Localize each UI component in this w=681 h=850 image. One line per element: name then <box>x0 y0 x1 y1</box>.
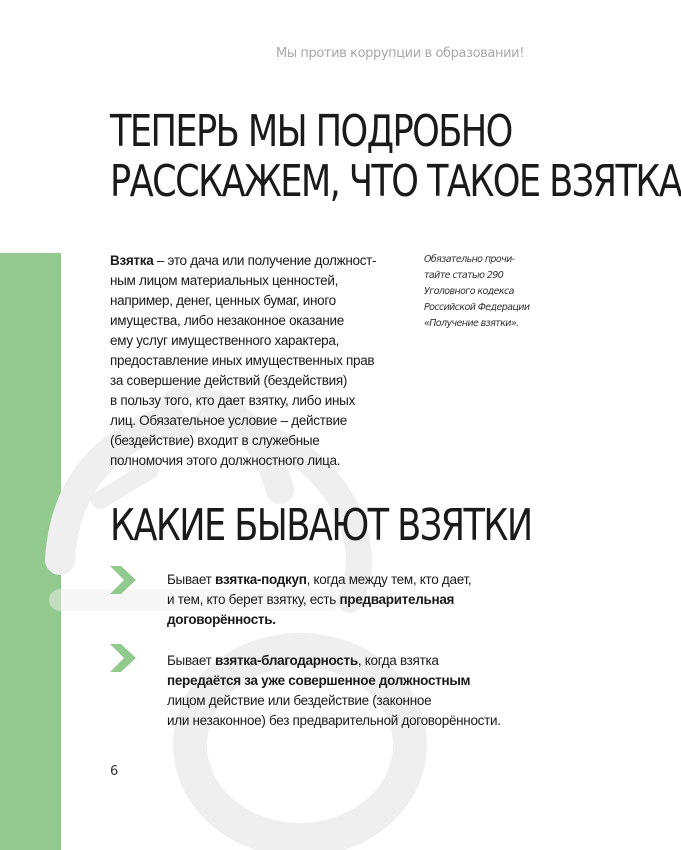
definition-line: предоставление иных имущественных прав <box>110 353 375 368</box>
type-1-text: Бывает <box>167 572 215 587</box>
definition-line: ным лицом материальных ценностей, <box>110 273 339 288</box>
side-note-line: Уголовного кодекса <box>424 286 514 297</box>
page-number: 6 <box>110 764 119 779</box>
bribe-type-2 <box>167 651 527 731</box>
definition-term: Взятка <box>110 253 154 268</box>
side-note <box>424 252 564 332</box>
bribe-type-1 <box>167 570 527 630</box>
type-2-text: лицом действие или бездействие (законное <box>167 693 432 708</box>
definition-line: имущества, либо незаконное оказание <box>110 313 344 328</box>
page-title <box>110 107 681 207</box>
side-note-line: Российской Федерации <box>424 302 530 313</box>
type-1-text: и тем, кто берет взятку, есть <box>167 592 340 607</box>
definition-line: например, денег, ценных бумаг, иного <box>110 293 336 308</box>
definition-line: за совершение действий (бездействия) <box>110 373 348 388</box>
type-2-term: взятка-благодарность <box>215 653 358 668</box>
page-title-line-1: ТЕПЕРЬ МЫ ПОДРОБНО <box>110 106 512 157</box>
definition-line: полномочия этого должностного лица. <box>110 453 341 468</box>
type-2-text: , когда взятка <box>357 653 439 668</box>
side-note-line: «Получение взятки». <box>424 318 519 329</box>
green-side-bar <box>0 253 61 850</box>
definition-line: ему услуг имущественного характера, <box>110 333 340 348</box>
side-note-line: тайте статью 290 <box>424 270 504 281</box>
type-1-bold: договорённость. <box>167 612 276 627</box>
type-2-bold: передаётся за уже совершенное должностным <box>167 673 471 688</box>
type-1-term: взятка-подкуп <box>215 572 307 587</box>
section-title: КАКИЕ БЫВАЮТ ВЗЯТКИ <box>110 500 532 551</box>
type-2-text: Бывает <box>167 653 215 668</box>
side-note-line: Обязательно прочи- <box>424 254 515 265</box>
running-head: Мы против коррупции в образовании! <box>276 46 524 61</box>
chevron-arrow-icon <box>110 644 136 672</box>
chevron-arrow-icon <box>110 566 136 594</box>
definition-line: – это дача или получение должност- <box>153 253 377 268</box>
bribe-definition <box>110 251 410 471</box>
type-1-text: , когда между тем, кто дает, <box>306 572 472 587</box>
definition-line: (бездействие) входит в служебные <box>110 433 320 448</box>
page-title-line-2: РАССКАЖЕМ, ЧТО ТАКОЕ ВЗЯТКА <box>110 156 681 207</box>
type-2-text: или незаконное) без предварительной договорённости. <box>167 713 501 728</box>
definition-line: лиц. Обязательное условие – действие <box>110 413 347 428</box>
type-1-bold: предварительная <box>339 592 455 607</box>
definition-line: в пользу того, кто дает взятку, либо иных <box>110 393 356 408</box>
